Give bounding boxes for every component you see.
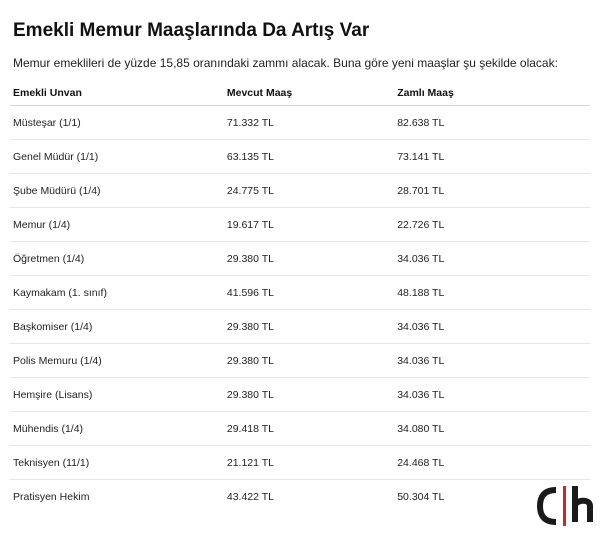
- cell-current-salary: 21.121 TL: [224, 446, 394, 480]
- cell-raised-salary: 34.036 TL: [394, 310, 590, 344]
- intro-paragraph: Memur emeklileri de yüzde 15,85 oranındaki zammı alacak. Buna göre yeni maaşlar şu şekilde olacak:: [13, 56, 558, 70]
- cell-raised-salary: 22.726 TL: [394, 208, 590, 242]
- table-row: [10, 310, 590, 344]
- table-header-row: [10, 81, 590, 106]
- cell-title: Kaymakam (1. sınıf): [10, 276, 224, 310]
- cell-raised-salary: 34.036 TL: [394, 344, 590, 378]
- cell-title: Müsteşar (1/1): [10, 106, 224, 140]
- cell-title: Polis Memuru (1/4): [10, 344, 224, 378]
- cell-raised-salary: 50.304 TL: [397, 490, 445, 503]
- page-title: Emekli Memur Maaşlarında Da Artış Var: [13, 20, 370, 41]
- header-raised-salary: Zamlı Maaş: [394, 81, 590, 106]
- logo-letter-c: [540, 490, 556, 522]
- table-row: [10, 140, 590, 174]
- cell-current-salary: 24.775 TL: [224, 174, 394, 208]
- cell-raised-salary: 34.036 TL: [394, 378, 590, 412]
- table-row: [10, 208, 590, 242]
- cell-raised-salary: 24.468 TL: [394, 446, 590, 480]
- header-current-salary: Mevcut Maaş: [224, 81, 394, 106]
- cell-current-salary: 63.135 TL: [224, 140, 394, 174]
- cell-raised-salary: 34.036 TL: [394, 242, 590, 276]
- cell-title: Öğretmen (1/4): [10, 242, 224, 276]
- header-title: Emekli Unvan: [10, 81, 224, 106]
- cell-current-salary: 29.418 TL: [224, 412, 394, 446]
- cell-current-salary: 71.332 TL: [224, 106, 394, 140]
- table-row: [10, 344, 590, 378]
- table-row: [10, 106, 590, 140]
- table-row: [10, 480, 590, 514]
- cell-title: Genel Müdür (1/1): [10, 140, 224, 174]
- salary-table: [10, 81, 590, 513]
- cell-raised-salary: 48.188 TL: [394, 276, 590, 310]
- ch-logo-icon: [536, 484, 596, 528]
- table-row: [10, 276, 590, 310]
- cell-raised-salary: 73.141 TL: [394, 140, 590, 174]
- cell-raised-salary: 34.080 TL: [394, 412, 590, 446]
- cell-current-salary: 19.617 TL: [224, 208, 394, 242]
- cell-title: Memur (1/4): [10, 208, 224, 242]
- cell-current-salary: 41.596 TL: [224, 276, 394, 310]
- cell-raised-salary: 28.701 TL: [394, 174, 590, 208]
- cell-current-salary: 29.380 TL: [224, 344, 394, 378]
- cell-title: Şube Müdürü (1/4): [10, 174, 224, 208]
- cell-current-salary: 43.422 TL: [226, 490, 274, 503]
- table-row: [10, 378, 590, 412]
- cell-current-salary: 29.380 TL: [224, 378, 394, 412]
- table-row: [10, 174, 590, 208]
- cell-current-salary: 29.380 TL: [224, 242, 394, 276]
- cell-current-salary: 29.380 TL: [224, 310, 394, 344]
- cell-title: Başkomiser (1/4): [10, 310, 224, 344]
- cell-title: Teknisyen (11/1): [10, 446, 224, 480]
- cell-raised-salary: 82.638 TL: [394, 106, 590, 140]
- table-row: [10, 446, 590, 480]
- cell-title: Mühendis (1/4): [10, 412, 224, 446]
- table-row: [10, 412, 590, 446]
- logo-divider: [563, 486, 566, 526]
- cell-title: Pratisyen Hekim: [13, 490, 90, 503]
- cell-title: Hemşire (Lisans): [10, 378, 224, 412]
- table-row: [10, 242, 590, 276]
